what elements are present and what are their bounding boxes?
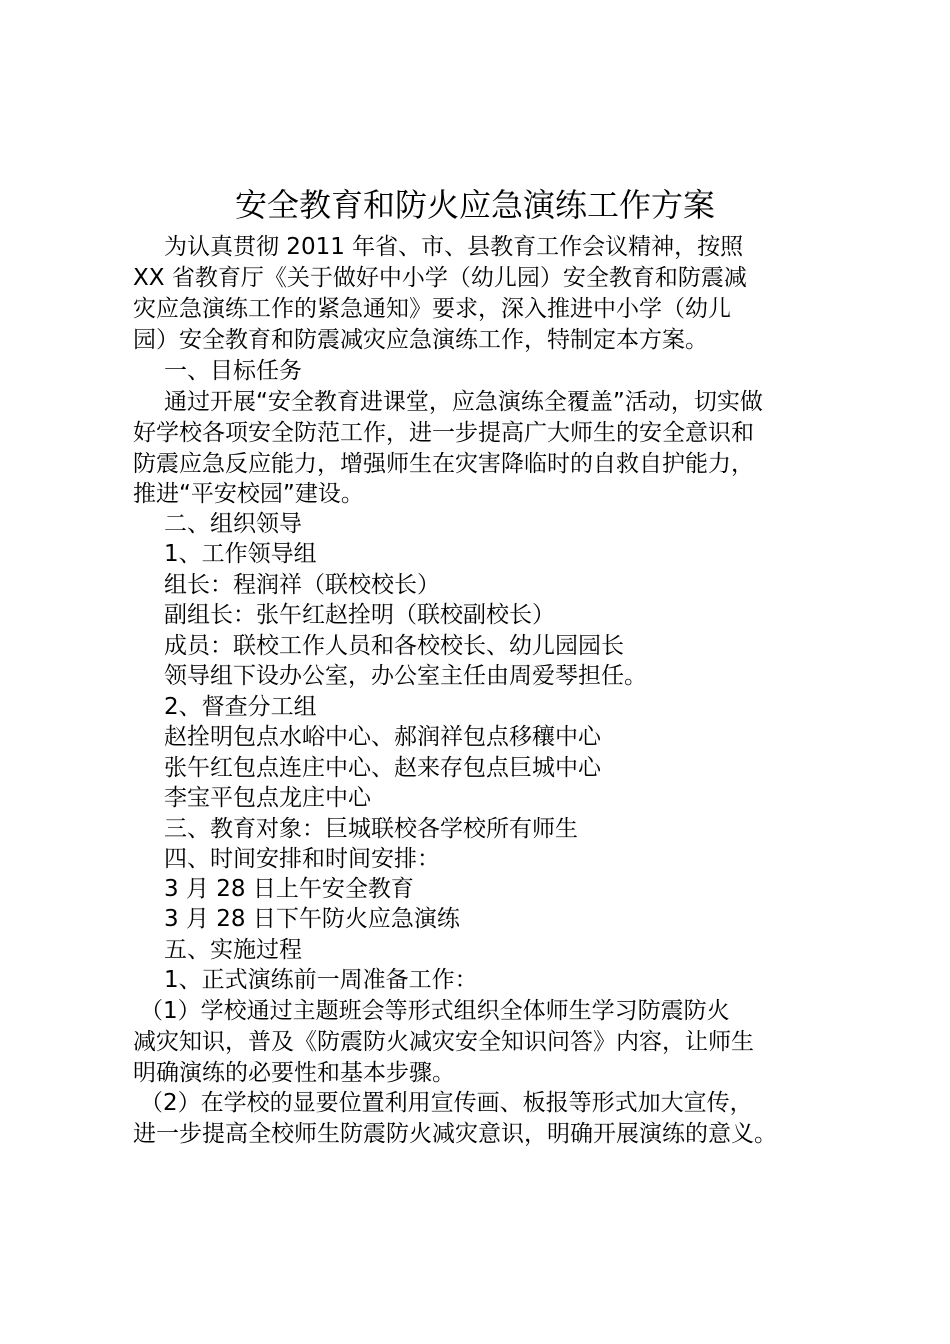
paragraph-line: 成员：联校工作人员和各校校长、幼儿园园长 [164, 633, 624, 659]
paragraph-line: 3 月 28 日上午安全教育 [164, 876, 414, 902]
paragraph-line: 进一步提高全校师生防震防火减灾意识，明确开展演练的意义。 [133, 1121, 777, 1147]
subsection-heading: 1、工作领导组 [164, 541, 317, 567]
paragraph-line: 为认真贯彻 2011 年省、市、县教育工作会议精神，按照 [164, 234, 744, 260]
paragraph-line: 组长：程润祥（联校校长） [164, 572, 440, 598]
paragraph-line: 李宝平包点龙庄中心 [164, 785, 371, 811]
paragraph-line: 赵拴明包点水峪中心、郝润祥包点移穰中心 [164, 724, 601, 750]
paragraph-line: 副组长：张午红赵拴明（联校副校长） [164, 602, 555, 628]
paragraph-line: （2）在学校的显要位置利用宣传画、板报等形式加大宣传， [140, 1090, 753, 1116]
paragraph-line: 明确演练的必要性和基本步骤。 [133, 1060, 455, 1086]
paragraph-line: （1）学校通过主题班会等形式组织全体师生学习防震防火 [140, 998, 730, 1024]
document-title: 安全教育和防火应急演练工作方案 [234, 186, 715, 224]
paragraph-line: 减灾知识，普及《防震防火减灾安全知识问答》内容，让师生 [133, 1029, 754, 1055]
paragraph-line: 园）安全教育和防震减灾应急演练工作，特制定本方案。 [133, 327, 708, 353]
paragraph-line: 3 月 28 日下午防火应急演练 [164, 906, 460, 932]
paragraph-line: 好学校各项安全防范工作，进一步提高广大师生的安全意识和 [133, 420, 754, 446]
paragraph-line: 领导组下设办公室，办公室主任由周爱琴担任。 [164, 663, 647, 689]
section-heading: 二、组织领导 [164, 511, 302, 537]
paragraph-line: 张午红包点连庄中心、赵来存包点巨城中心 [164, 755, 601, 781]
paragraph-line: XX 省教育厅《关于做好中小学（幼儿园）安全教育和防震减 [133, 265, 747, 291]
paragraph-line: 通过开展“安全教育进课堂，应急演练全覆盖”活动，切实做 [164, 389, 763, 415]
section-heading: 一、目标任务 [164, 358, 302, 384]
section-heading: 五、实施过程 [164, 937, 302, 963]
paragraph-line: 灾应急演练工作的紧急通知》要求，深入推进中小学（幼儿 [133, 296, 731, 322]
subsection-heading: 1、正式演练前一周准备工作： [164, 967, 478, 993]
subsection-heading: 2、督查分工组 [164, 694, 317, 720]
section-heading: 三、教育对象：巨城联校各学校所有师生 [164, 816, 578, 842]
paragraph-line: 防震应急反应能力，增强师生在灾害降临时的自救自护能力， [133, 451, 754, 477]
paragraph-line: 推进“平安校园”建设。 [133, 481, 364, 507]
section-heading: 四、时间安排和时间安排： [164, 846, 440, 872]
